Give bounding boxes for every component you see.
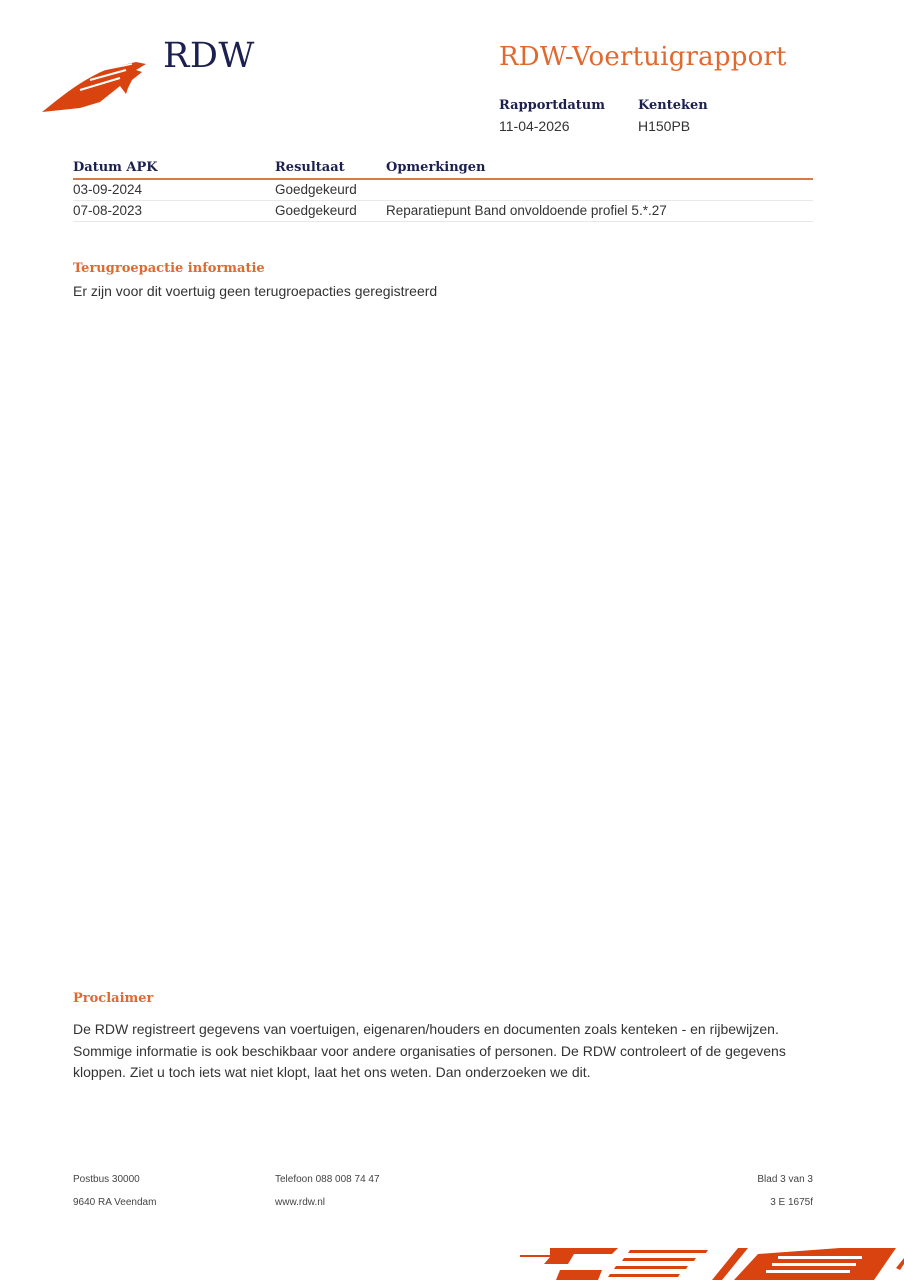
report-date-label: Rapportdatum (499, 98, 605, 113)
cell-opmerkingen (386, 179, 813, 201)
proclaimer-line: De RDW registreert gegevens van voertuigen, eigenaren/houders en documenten zoals kenteken - en rijbewijzen. (73, 1021, 779, 1037)
apk-history-table (73, 158, 813, 222)
footer-document-code: 3 E 1675f (770, 1197, 813, 1208)
table-row (73, 179, 813, 201)
footer-address-line2: 9640 RA Veendam (73, 1197, 157, 1208)
proclaimer-text (73, 1019, 793, 1084)
footer-phone: Telefoon 088 008 74 47 (275, 1174, 380, 1185)
cell-resultaat: Goedgekeurd (275, 179, 386, 201)
cell-datum: 07-08-2023 (73, 201, 275, 222)
footer-address-line1: Postbus 30000 (73, 1174, 140, 1185)
recall-heading: Terugroepactie informatie (73, 261, 265, 276)
proclaimer-heading: Proclaimer (73, 991, 154, 1006)
report-title: RDW-Voertuigrapport (499, 42, 787, 72)
column-header-resultaat: Resultaat (275, 158, 386, 179)
cell-opmerkingen: Reparatiepunt Band onvoldoende profiel 5.*.27 (386, 201, 813, 222)
rdw-logo-text: RDW (163, 36, 255, 76)
license-plate-label: Kenteken (638, 98, 708, 113)
table-row (73, 201, 813, 222)
rdw-feather-logo-icon (40, 58, 150, 116)
proclaimer-line: Sommige informatie is ook beschikbaar voor andere organisaties of personen. De RDW controleert of de gegevens (73, 1042, 786, 1059)
license-plate-value: H150PB (638, 118, 691, 134)
rdw-stripes-decoration-icon (520, 1244, 904, 1280)
column-header-datum: Datum APK (73, 158, 275, 179)
table-header-row (73, 158, 813, 179)
cell-resultaat: Goedgekeurd (275, 201, 386, 222)
report-date-value: 11-04-2026 (499, 118, 570, 134)
recall-text: Er zijn voor dit voertuig geen terugroepacties geregistreerd (73, 283, 438, 299)
footer-page-number: Blad 3 van 3 (757, 1174, 813, 1185)
column-header-opmerkingen: Opmerkingen (386, 158, 813, 179)
proclaimer-line: kloppen. Ziet u toch iets wat niet klopt, laat het ons weten. Dan onderzoeken we dit. (73, 1064, 591, 1080)
footer-website-link[interactable]: www.rdw.nl (275, 1197, 326, 1208)
cell-datum: 03-09-2024 (73, 179, 275, 201)
